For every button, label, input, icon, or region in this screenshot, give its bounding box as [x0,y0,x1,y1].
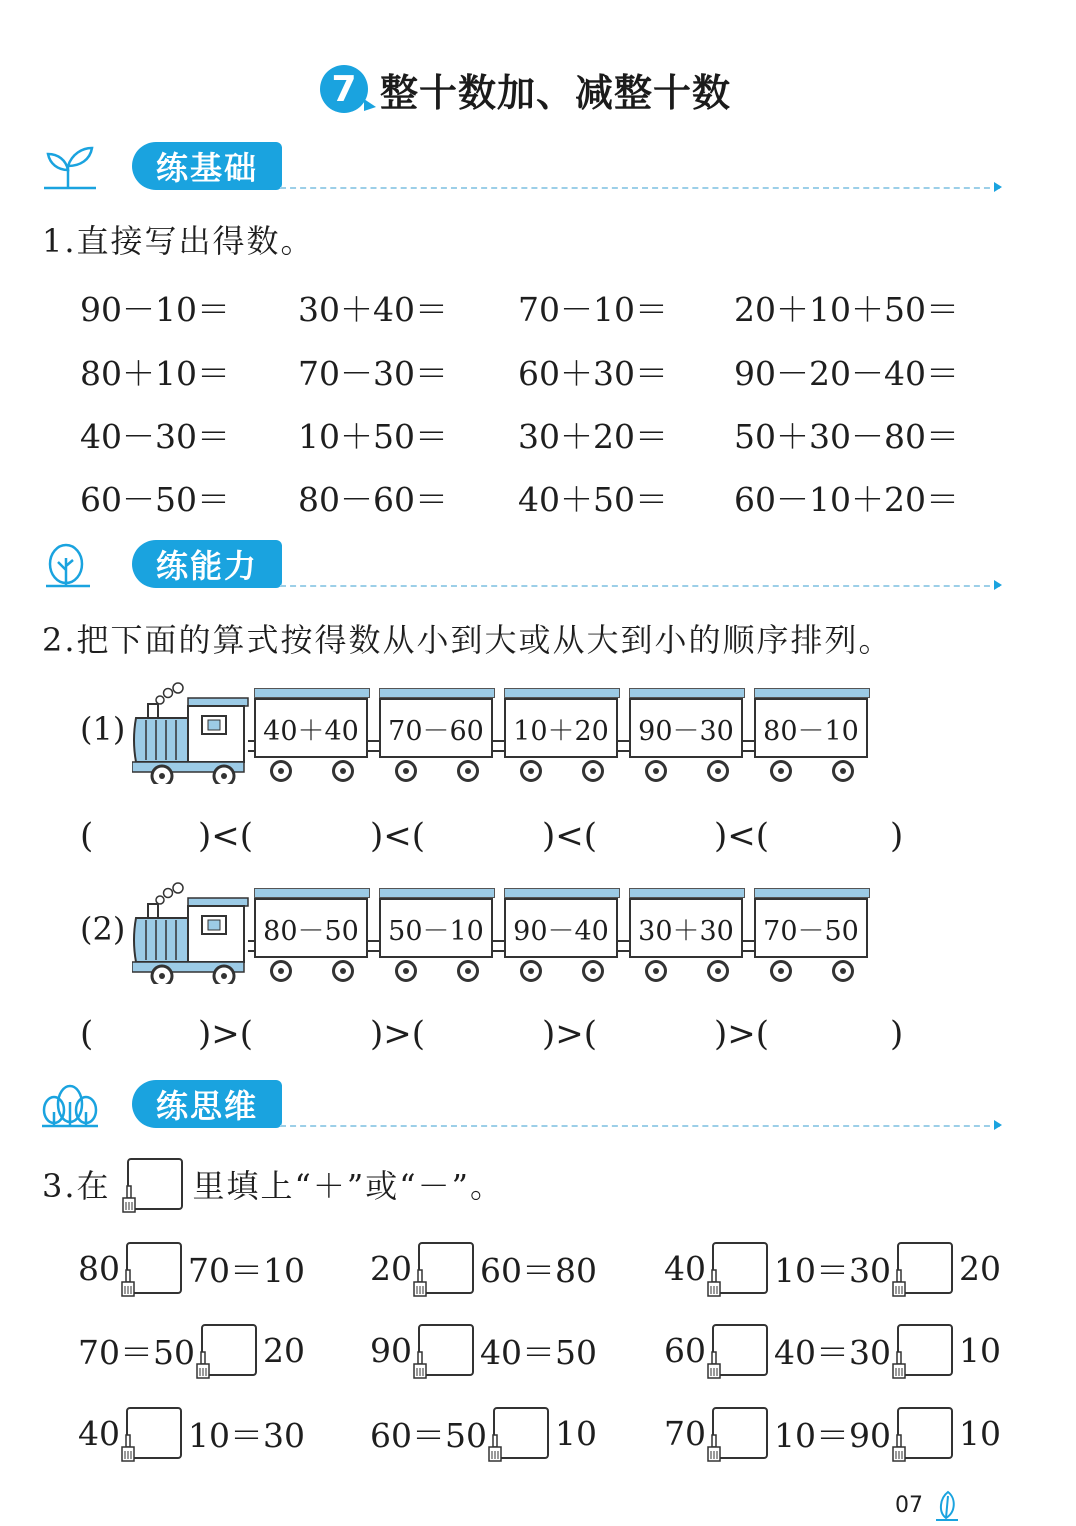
operator-box[interactable] [897,1324,953,1376]
equation: 30＋40＝ [298,290,448,329]
brush-icon [485,1433,505,1463]
divider [280,1125,1000,1127]
divider [280,187,1000,189]
brush-icon [704,1350,724,1380]
section-label: 练思维 [132,1080,282,1128]
number: 10＝30 [774,1250,891,1290]
brush-icon [704,1433,724,1463]
train-car: 50－10 [379,898,493,958]
prompt-part: 里填上“＋”或“－”。 [192,1167,504,1205]
number: 10 [958,1330,1001,1370]
operator-box[interactable] [201,1324,257,1376]
number: 10＝30 [188,1415,305,1455]
divider-arrow [994,182,1002,192]
equation: 70－10＝ [518,290,668,329]
fill-equation [78,1242,305,1294]
order-token: )<( [198,816,254,856]
leaf-icon [934,1490,960,1522]
number: 70 [664,1413,706,1453]
page-title [320,58,731,120]
fill-equation [370,1407,597,1459]
order-token: ) [890,1014,904,1054]
number: 40 [78,1413,120,1453]
operator-box[interactable] [897,1242,953,1294]
fill-equation [370,1242,597,1294]
equation: 40－30＝ [80,417,230,456]
equation: 80＋10＝ [80,354,230,393]
operator-box[interactable] [712,1242,768,1294]
order-token: )>( [714,1014,770,1054]
order-token: ) [890,816,904,856]
number: 20 [370,1248,412,1288]
number: 60＝50 [370,1415,487,1455]
equation: 60＋30＝ [518,354,668,393]
order-token: )>( [198,1014,254,1054]
number: 90 [370,1330,412,1370]
brush-icon [410,1268,430,1298]
lesson-number-badge: 7 [320,65,368,113]
train-car: 30＋30 [629,898,743,958]
equation: 90－10＝ [80,290,230,329]
number: 20 [958,1248,1001,1288]
equation: 40＋50＝ [518,480,668,519]
order-token: )>( [542,1014,598,1054]
operator-box[interactable] [897,1407,953,1459]
question-1-prompt: 1.直接写出得数。 [42,222,315,260]
operator-box[interactable] [712,1324,768,1376]
train-car: 40＋40 [254,698,368,758]
sample-answer-box [127,1158,183,1210]
sprout-icon [40,144,100,190]
operator-box[interactable] [712,1407,768,1459]
number: 40 [664,1248,706,1288]
brush-icon [193,1350,213,1380]
number: 70＝10 [188,1250,305,1290]
brush-icon [410,1350,430,1380]
locomotive-icon [132,880,252,984]
order-token: )>( [370,1014,426,1054]
prompt-part: 3.在 [42,1167,111,1205]
equation: 90－20－40＝ [734,354,959,393]
brush-icon [118,1433,138,1463]
section-header-basics [40,140,1000,194]
fill-equation [78,1324,305,1376]
number: 70＝50 [78,1332,195,1372]
number: 80 [78,1248,120,1288]
equation: 80－60＝ [298,480,448,519]
page-number [895,1490,960,1522]
brush-icon [889,1433,909,1463]
title-text: 整十数加、减整十数 [380,70,732,115]
brush-icon [118,1268,138,1298]
fill-equation [664,1324,1001,1376]
train-2 [80,880,880,990]
number: 20 [262,1330,305,1370]
train-label: (2) [80,910,126,948]
trees-icon [40,1082,100,1128]
locomotive-icon [132,680,252,784]
section-header-thinking [40,1078,1000,1132]
section-label: 练基础 [132,142,282,190]
order-token: ( [80,816,94,856]
operator-box[interactable] [418,1242,474,1294]
fill-equation [370,1324,597,1376]
number: 10 [958,1413,1001,1453]
equation: 10＋50＝ [298,417,448,456]
number: 60 [664,1330,706,1370]
section-label: 练能力 [132,540,282,588]
equation: 70－30＝ [298,354,448,393]
fill-equation [664,1407,1001,1459]
brush-icon [889,1268,909,1298]
train-car: 90－40 [504,898,618,958]
order-token: )<( [714,816,770,856]
train-car: 10＋20 [504,698,618,758]
train-car: 70－50 [754,898,868,958]
order-token: )<( [542,816,598,856]
order-token: )<( [370,816,426,856]
number: 60＝80 [480,1250,597,1290]
train-car: 90－30 [629,698,743,758]
train-car: 70－60 [379,698,493,758]
divider [280,585,1000,587]
question-3-prompt [42,1158,504,1210]
number: 10 [554,1413,597,1453]
tree-icon [40,542,100,588]
divider-arrow [994,580,1002,590]
page-number-text: 07 [895,1493,923,1518]
fill-equation [664,1242,1001,1294]
operator-box[interactable] [126,1242,182,1294]
brush-icon [704,1268,724,1298]
operator-box[interactable] [493,1407,549,1459]
fill-equation [78,1407,305,1459]
brush-icon [889,1350,909,1380]
equation: 60－10＋20＝ [734,480,959,519]
brush-icon [119,1184,139,1214]
operator-box[interactable] [126,1407,182,1459]
train-car: 80－50 [254,898,368,958]
section-header-ability [40,538,1000,592]
order-token: ( [80,1014,94,1054]
equation: 50＋30－80＝ [734,417,959,456]
equation: 30＋20＝ [518,417,668,456]
number: 40＝30 [774,1332,891,1372]
operator-box[interactable] [418,1324,474,1376]
number: 40＝50 [480,1332,597,1372]
train-1 [80,680,880,790]
equation: 60－50＝ [80,480,230,519]
number: 10＝90 [774,1415,891,1455]
question-2-prompt: 2.把下面的算式按得数从小到大或从大到小的顺序排列。 [42,621,893,659]
train-label: (1) [80,710,126,748]
divider-arrow [994,1120,1002,1130]
train-car: 80－10 [754,698,868,758]
equation: 20＋10＋50＝ [734,290,959,329]
